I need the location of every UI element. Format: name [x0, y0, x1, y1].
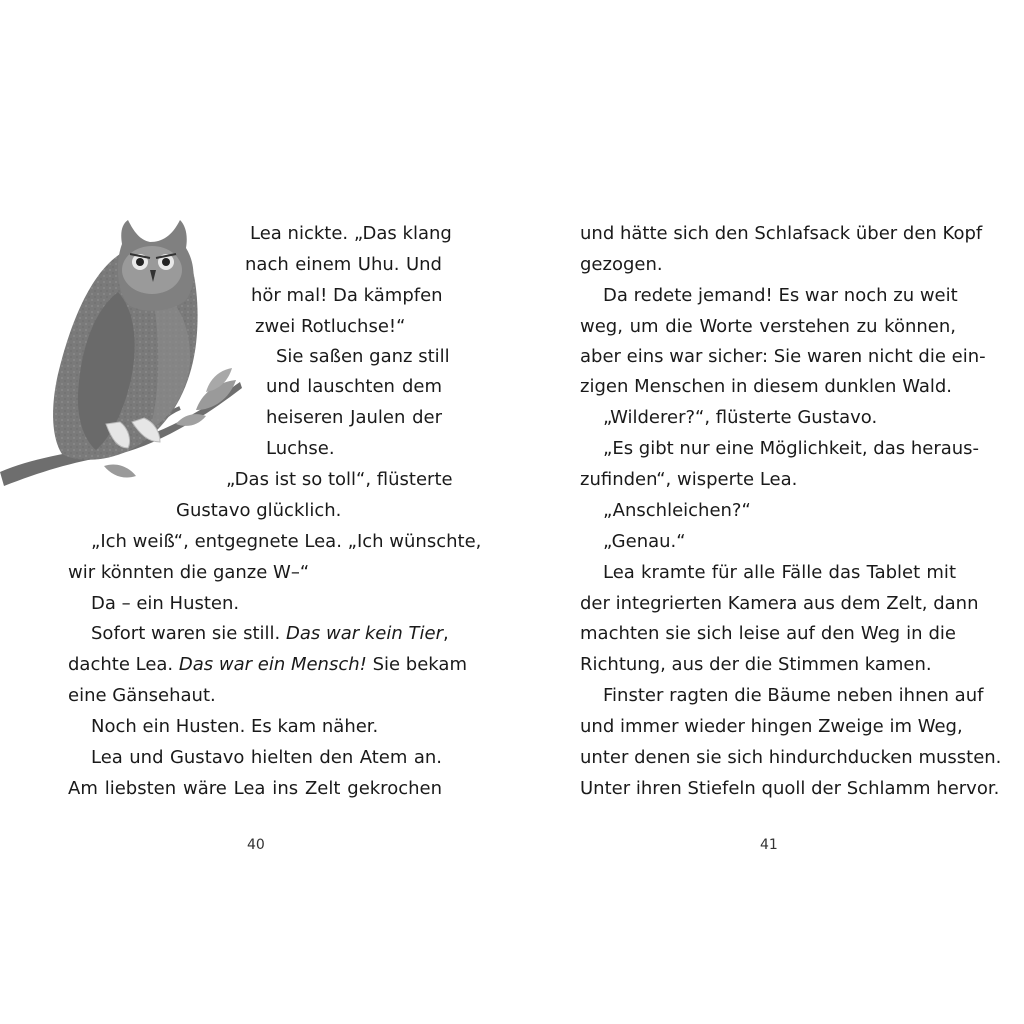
text-line: zigen Menschen in diesem dunklen Wald.	[580, 376, 953, 397]
text-line: wir könnten die ganze W–“	[68, 562, 310, 583]
page-number-right: 41	[760, 837, 778, 853]
text-line: Da – ein Husten.	[91, 593, 240, 614]
text-line: Unter ihren Stiefeln quoll der Schlamm hervor.	[580, 778, 1000, 799]
page-number-left: 40	[247, 837, 265, 853]
text-line: und hätte sich den Schlafsack über den Kopf	[580, 223, 983, 244]
text-line: nach einem Uhu. Und	[245, 254, 442, 275]
text-line: „Es gibt nur eine Möglichkeit, das heraus-	[603, 438, 980, 459]
text-span: ,	[442, 623, 449, 644]
text-line	[68, 649, 467, 680]
leaf	[176, 414, 206, 426]
text-line: unter denen sie sich hindurchducken mussten.	[580, 747, 1002, 768]
italic-span: Das war kein Tier	[286, 623, 443, 644]
text-span: dachte Lea.	[68, 654, 179, 675]
text-line	[91, 618, 449, 649]
text-line: zufinden“, wisperte Lea.	[580, 469, 798, 490]
text-line: Gustavo glücklich.	[176, 500, 342, 521]
text-line: „Genau.“	[603, 531, 686, 552]
text-line: hör mal! Da kämpfen	[251, 285, 443, 306]
text-line: und immer wieder hingen Zweige im Weg,	[580, 716, 963, 737]
text-span: Sofort waren sie still.	[91, 623, 286, 644]
text-line: Richtung, aus der die Stimmen kamen.	[580, 654, 932, 675]
text-line: und lauschten dem	[266, 376, 442, 397]
text-line: Am liebsten wäre Lea ins Zelt gekrochen	[68, 778, 442, 799]
text-line: „Ich weiß“, entgegnete Lea. „Ich wünschte,	[91, 531, 482, 552]
text-line: gezogen.	[580, 254, 663, 275]
text-line: heiseren Jaulen der	[266, 407, 442, 428]
text-line: Finster ragten die Bäume neben ihnen auf	[603, 685, 984, 706]
text-line: der integrierten Kamera aus dem Zelt, dann	[580, 593, 979, 614]
text-line: „Das ist so toll“, flüsterte	[226, 469, 453, 490]
text-line: machten sie sich leise auf den Weg in die	[580, 623, 956, 644]
text-line: Noch ein Husten. Es kam näher.	[91, 716, 379, 737]
leaf	[104, 464, 136, 477]
text-line: weg, um die Worte verstehen zu können,	[580, 316, 956, 337]
text-line: Lea und Gustavo hielten den Atem an.	[91, 747, 442, 768]
text-line: Sie saßen ganz still	[276, 346, 450, 367]
text-line: eine Gänsehaut.	[68, 685, 216, 706]
owl-illustration-icon	[0, 214, 250, 494]
text-line: Lea kramte für alle Fälle das Tablet mit	[603, 562, 956, 583]
text-line: zwei Rotluchse!“	[255, 316, 406, 337]
text-line: Da redete jemand! Es war noch zu weit	[603, 285, 958, 306]
italic-span: Das war ein Mensch!	[178, 654, 367, 675]
text-line: Lea nickte. „Das klang	[250, 223, 452, 244]
text-line: „Anschleichen?“	[603, 500, 751, 521]
text-line: aber eins war sicher: Sie waren nicht die ein-	[580, 346, 986, 367]
text-line: Luchse.	[266, 438, 335, 459]
text-span: Sie bekam	[366, 654, 467, 675]
text-line: „Wilderer?“, flüsterte Gustavo.	[603, 407, 878, 428]
